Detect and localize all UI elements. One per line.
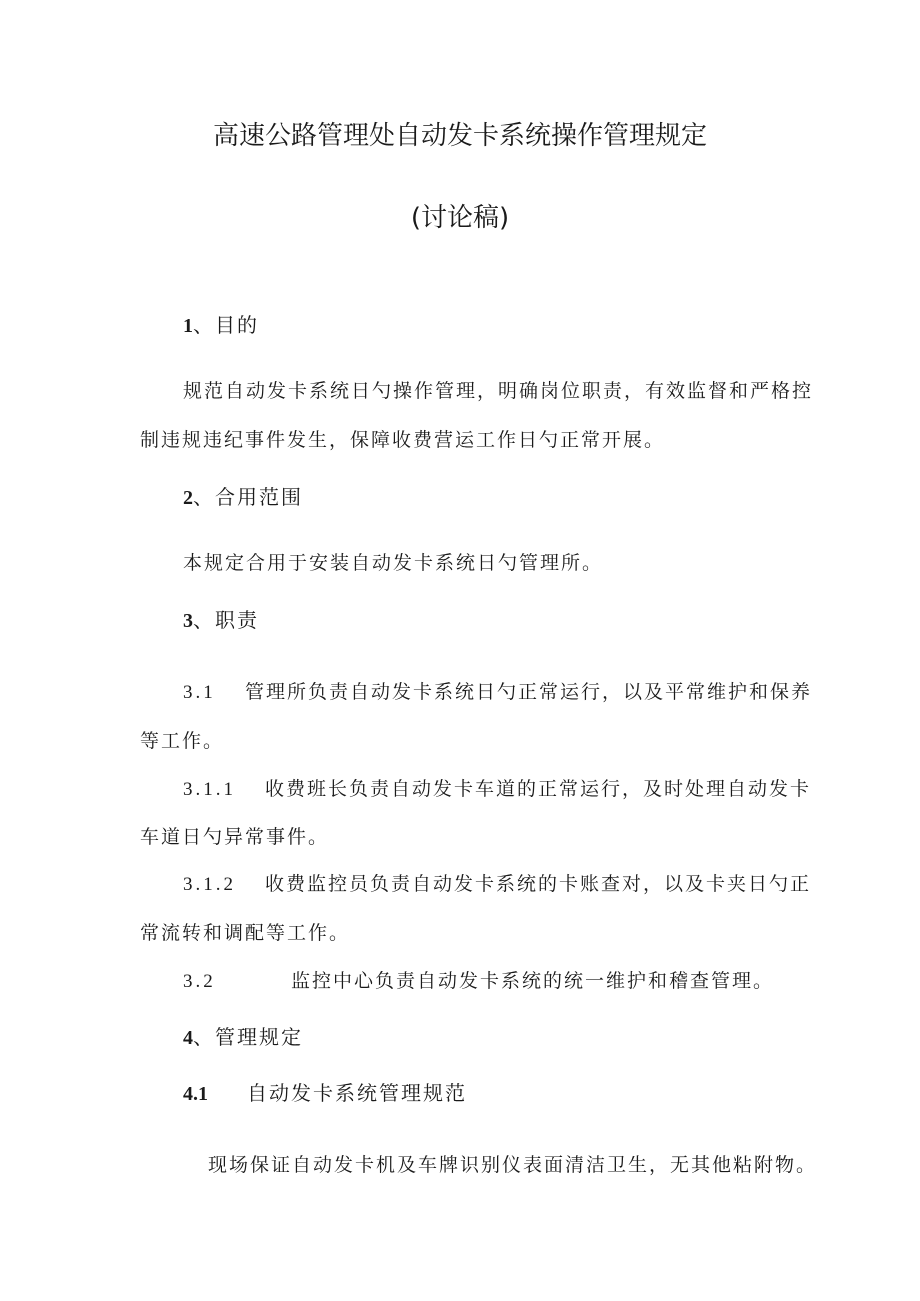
paragraph-line: 现场保证自动发卡机及车牌识别仪表面清洁卫生，无其他粘附物。 — [208, 1154, 818, 1176]
paragraph-line: 本规定合用于安装自动发卡系统日勺管理所。 — [183, 552, 604, 574]
clause-text: 监控中心负责自动发卡系统的统一维护和稽查管理。 — [291, 970, 775, 992]
clause-text: 管理所负责自动发卡系统日勺正常运行，以及平常维护和保养 — [245, 681, 813, 703]
section-heading-text: 目的 — [215, 313, 259, 337]
clause-3-2 — [183, 966, 774, 993]
section-separator: 、 — [193, 608, 215, 632]
paragraph-line: 常流转和调配等工作。 — [140, 922, 351, 944]
paragraph-line: 等工作。 — [140, 730, 225, 752]
subsection-4-1-heading — [183, 1077, 467, 1106]
clause-number: 3.1.1 — [183, 779, 236, 800]
section-separator: 、 — [193, 1025, 215, 1049]
clause-3-1-1 — [183, 774, 811, 801]
section-number: 4.1 — [183, 1083, 208, 1105]
section-number: 2 — [183, 487, 193, 509]
clause-number: 3.1.2 — [183, 874, 236, 895]
section-heading-text: 自动发卡系统管理规范 — [247, 1081, 467, 1105]
section-2-heading — [183, 481, 303, 510]
section-number: 3 — [183, 610, 193, 632]
document-subtitle: (讨论稿) — [410, 203, 510, 233]
paragraph-line: 车道日勺异常事件。 — [140, 826, 330, 848]
section-heading-text: 职责 — [215, 608, 259, 632]
paragraph-line: 制违规违纪事件发生，保障收费营运工作日勺正常开展。 — [140, 429, 666, 451]
clause-number: 3.2 — [183, 971, 216, 992]
section-1-heading — [183, 309, 259, 338]
section-separator: 、 — [193, 313, 215, 337]
clause-3-1-2 — [183, 869, 811, 896]
section-3-heading — [183, 604, 259, 633]
section-separator: 、 — [193, 485, 215, 509]
section-4-heading — [183, 1021, 303, 1050]
section-heading-text: 管理规定 — [215, 1025, 303, 1049]
section-number: 1 — [183, 315, 193, 337]
paragraph-line: 规范自动发卡系统日勺操作管理，明确岗位职责，有效监督和严格控 — [183, 380, 814, 402]
section-number: 4 — [183, 1027, 193, 1049]
clause-number: 3.1 — [183, 682, 216, 703]
clause-text: 收费班长负责自动发卡车道的正常运行，及时处理自动发卡 — [265, 778, 812, 800]
document-title: 高速公路管理处自动发卡系统操作管理规定 — [212, 121, 707, 151]
clause-3-1 — [183, 677, 812, 704]
section-heading-text: 合用范围 — [215, 485, 303, 509]
clause-text: 收费监控员负责自动发卡系统的卡账查对，以及卡夹日勺正 — [265, 873, 812, 895]
